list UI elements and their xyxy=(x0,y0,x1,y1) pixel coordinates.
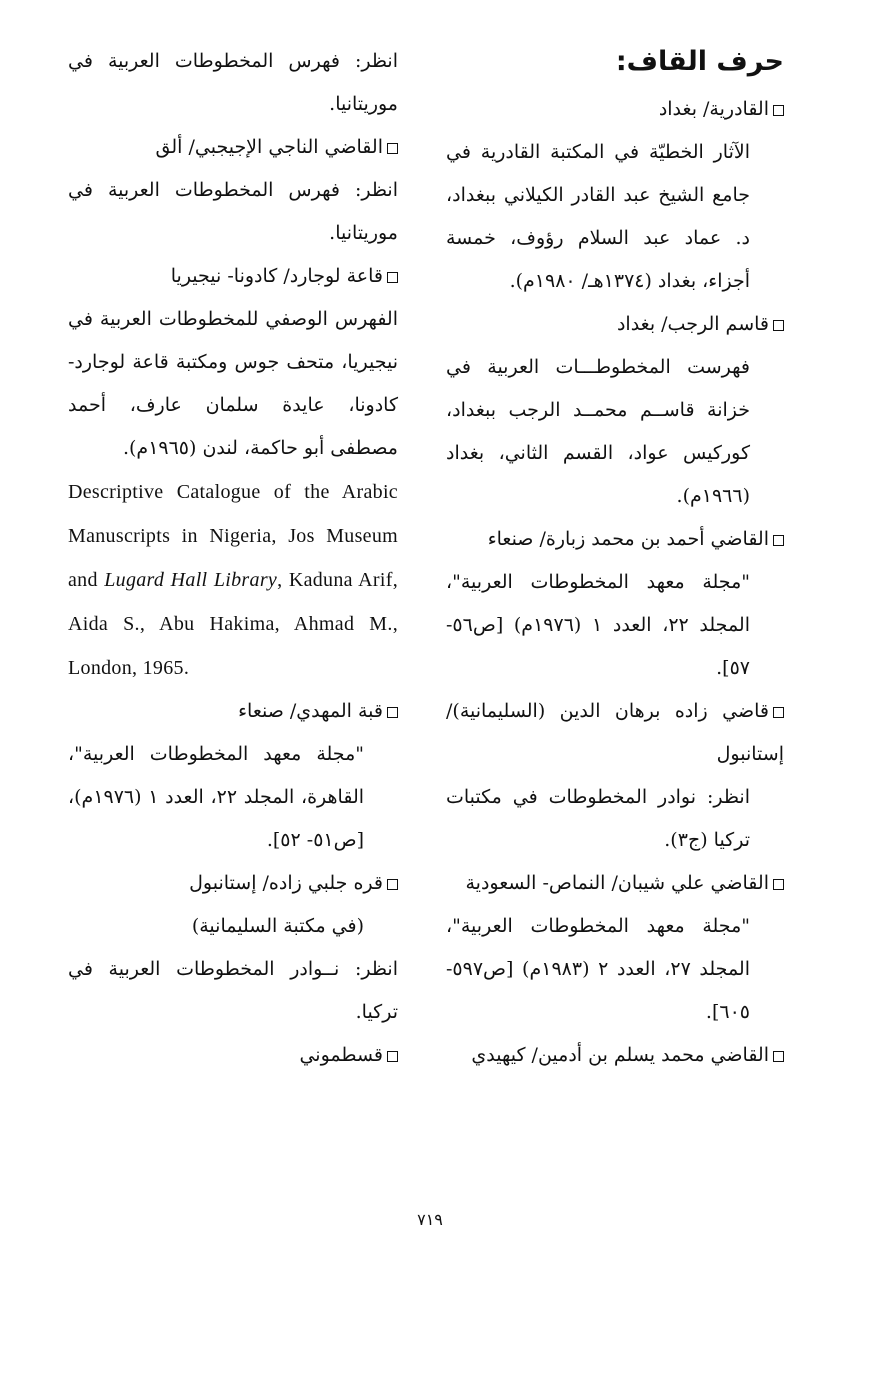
checkbox-square-icon xyxy=(387,879,398,890)
entry-muhammad-yaslam xyxy=(446,1034,784,1077)
entry-head: قسطموني xyxy=(299,1044,383,1066)
entry-body: "مجلة معهد المخطوطات العربية"، المجلد ٢٧، العدد ٢ (١٩٨٣م) [ص٥٩٧- ٦٠٥]. xyxy=(446,915,750,1023)
entry-body: الفهرس الوصفي للمخطوطات العربية في نيجيريا، متحف جوس ومكتبة قاعة لوجارد- كادونا، عايدة سلمان عارف، أحمد مصطفى أبو حاكمة، لندن (١٩٦٥م). xyxy=(68,308,398,459)
checkbox-square-icon xyxy=(773,1051,784,1062)
entry-kastamonu xyxy=(68,1034,398,1077)
right-column xyxy=(446,40,784,1077)
entry-head: قره جلبي زاده/ إستانبول xyxy=(189,872,383,894)
entry-head: القاضي علي شيبان/ النماص- السعودية xyxy=(465,872,769,894)
checkbox-square-icon xyxy=(773,707,784,718)
checkbox-square-icon xyxy=(387,143,398,154)
entry-body: "مجلة معهد المخطوطات العربية"، القاهرة، المجلد ٢٢، العدد ١ (١٩٧٦م)، [ص٥١- ٥٢]. xyxy=(68,743,365,851)
section-heading: حرف القاف: xyxy=(615,46,784,77)
page-number: ٧١٩ xyxy=(417,1210,443,1229)
checkbox-square-icon xyxy=(773,535,784,546)
entry-qadi-zade xyxy=(446,690,784,862)
entry-body: انظر: نوادر المخطوطات في مكتبات تركيا (ج٣). xyxy=(446,786,750,851)
entry-head: القاضي أحمد بن محمد زبارة/ صنعاء xyxy=(487,528,769,550)
entry-sub: (في مكتبة السليمانية) xyxy=(191,915,364,937)
entry-head: قبة المهدي/ صنعاء xyxy=(238,700,383,722)
entry-qasim-rajab xyxy=(446,303,784,518)
entry-body: انظر: فهرس المخطوطات العربية في موريتانيا. xyxy=(68,179,398,244)
english-citation: Descriptive Catalogue of the Arabic Manuscripts in Nigeria, Jos Museum and Lugard Hall Library, Kaduna Arif, Aida S., Abu Hakima, Ahmad M., London, 1965. xyxy=(68,481,398,679)
entry-body: انظر: نــوادر المخطوطات العربية في تركيا. xyxy=(68,958,398,1023)
entry-head: قاعة لوجارد/ كادونا- نيجيريا xyxy=(170,265,383,287)
left-column xyxy=(68,40,398,1077)
entry-head: القادرية/ بغداد xyxy=(658,98,769,120)
entry-ali-shayban xyxy=(446,862,784,1034)
entry-head: القاضي محمد يسلم بن أدمين/ كيهيدي xyxy=(471,1044,769,1066)
entry-qadiriyya xyxy=(446,88,784,303)
checkbox-square-icon xyxy=(387,707,398,718)
entry-head: القاضي الناجي الإجيجبي/ ألق xyxy=(155,136,383,158)
entry-qara-chelebi xyxy=(68,862,398,1034)
entry-body: "مجلة معهد المخطوطات العربية"، المجلد ٢٢، العدد ١ (١٩٧٦م) [ص٥٦- ٥٧]. xyxy=(446,571,750,679)
entry-zubara xyxy=(446,518,784,690)
entry-qubbat-mahdi xyxy=(68,690,398,862)
checkbox-square-icon xyxy=(773,105,784,116)
checkbox-square-icon xyxy=(773,320,784,331)
entry-head: قاسم الرجب/ بغداد xyxy=(616,313,769,335)
entry-head: قاضي زاده برهان الدين (السليمانية)/ إستانبول xyxy=(446,700,784,765)
checkbox-square-icon xyxy=(387,272,398,283)
entry-body: فهرست المخطوطـــات العربية في خزانة قاســم محمــد الرجب ببغداد، كوركيس عواد، القسم الثاني، بغداد (١٩٦٦م). xyxy=(446,356,750,507)
checkbox-square-icon xyxy=(773,879,784,890)
entry-naji xyxy=(68,126,398,255)
checkbox-square-icon xyxy=(387,1051,398,1062)
italic-title: Lugard Hall Library xyxy=(104,569,278,591)
entry-lugard-hall xyxy=(68,255,398,690)
carry-over-text: انظر: فهرس المخطوطات العربية في موريتانيا. xyxy=(68,50,398,115)
entry-body: الآثار الخطيّة في المكتبة القادرية في جامع الشيخ عبد القادر الكيلاني ببغداد، د. عماد عبد السلام رؤوف، خمسة أجزاء، بغداد (١٣٧٤هـ/ ١٩٨٠م). xyxy=(446,141,750,292)
